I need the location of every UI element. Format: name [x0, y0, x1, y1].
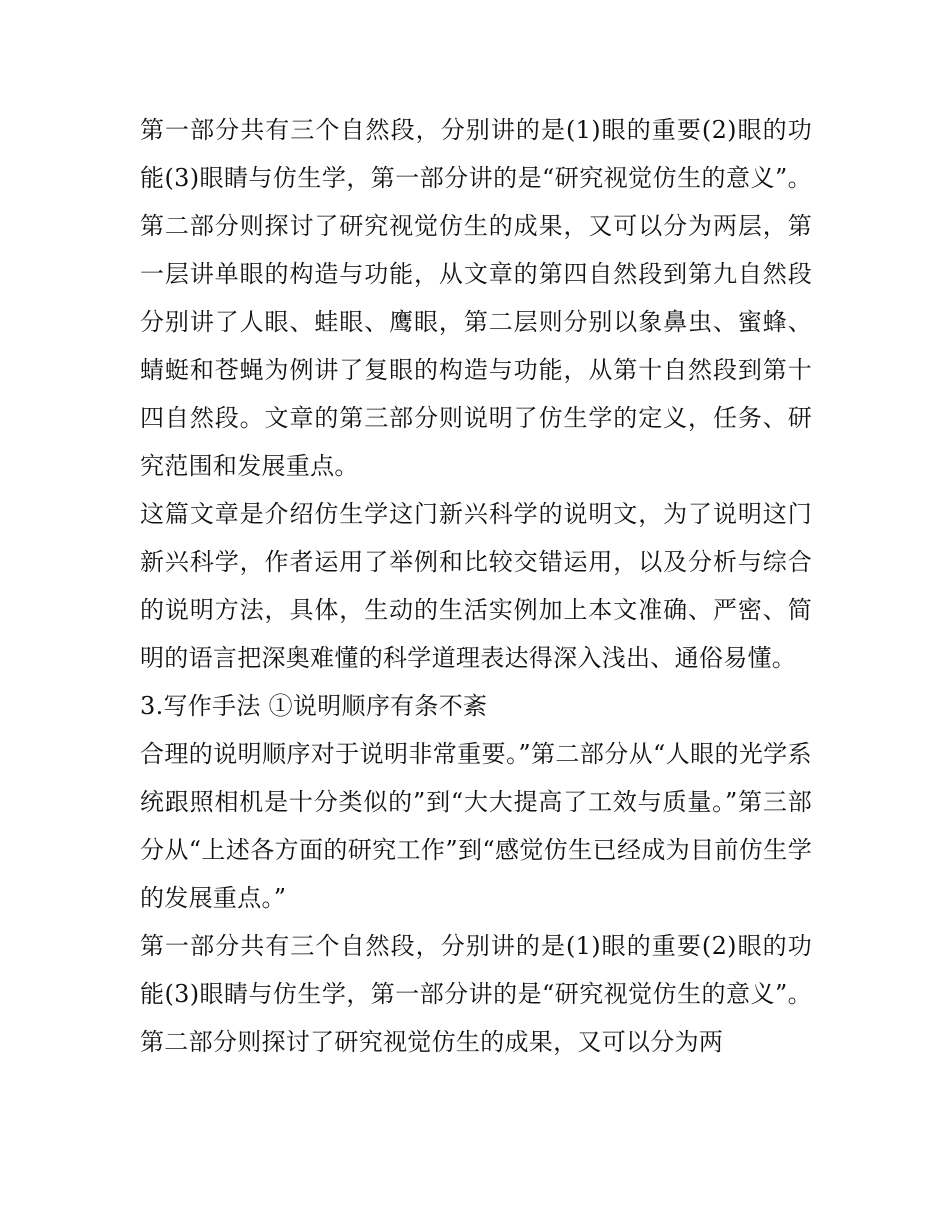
paragraph-part-one-summary-repeat: 第一部分共有三个自然段，分别讲的是(1)眼的重要(2)眼的功能(3)眼睛与仿生学，第一部分讲的是“研究视觉仿生的意义”。第二部分则探讨了研究视觉仿生的成果，又可以分为两: [140, 932, 812, 1056]
document-body: [140, 106, 812, 1066]
paragraph-explanation-order: 合理的说明顺序对于说明非常重要。”第二部分从“人眼的光学系统跟照相机是十分类似的”到“大大提高了工效与质量。”第三部分从“上述各方面的研究工作”到“感觉仿生已经成为目前仿生学的发展重点。”: [140, 740, 812, 912]
paragraph-article-overview: 这篇文章是介绍仿生学这门新兴科学的说明文，为了说明这门新兴科学，作者运用了举例和比较交错运用，以及分析与综合的说明方法，具体，生动的生活实例加上本文准确、严密、简明的语言把深奥难懂的科学道理表达得深入浅出、通俗易懂。: [140, 500, 812, 672]
paragraph-part-one-summary: 第一部分共有三个自然段，分别讲的是(1)眼的重要(2)眼的功能(3)眼睛与仿生学，第一部分讲的是“研究视觉仿生的意义”。第二部分则探讨了研究视觉仿生的成果，又可以分为两层，第一层讲单眼的构造与功能，从文章的第四自然段到第九自然段分别讲了人眼、蛙眼、鹰眼，第二层则分别以象鼻虫、蜜蜂、蜻蜓和苍蝇为例讲了复眼的构造与功能，从第十自然段到第十四自然段。文章的第三部分则说明了仿生学的定义，任务、研究范围和发展重点。: [140, 116, 812, 480]
section-heading-writing-technique: 3.写作手法 ①说明顺序有条不紊: [140, 692, 488, 720]
